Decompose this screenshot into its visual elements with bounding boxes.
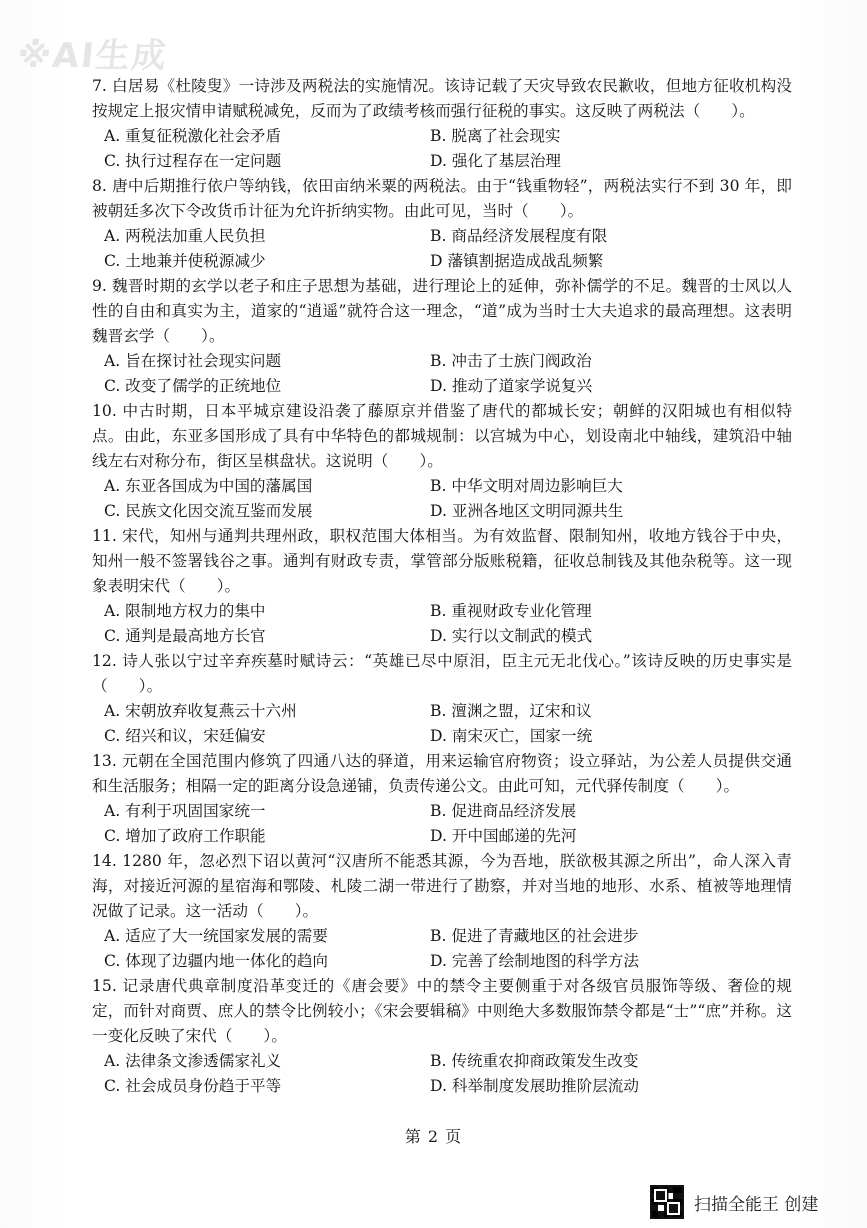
answer-option-a: A. 两税法加重人民负担	[104, 227, 266, 245]
answer-option-d: D. 开中国邮递的先河	[430, 827, 577, 845]
answer-option-d: D. 南宋灭亡，国家一统	[430, 727, 593, 745]
answer-option-b: B. 澶渊之盟，辽宋和议	[430, 702, 592, 720]
answer-option-c: C. 民族文化因交流互鉴而发展	[104, 502, 313, 520]
ai-generated-watermark: ※AI生成	[15, 36, 170, 76]
answer-options	[104, 699, 792, 749]
question-7	[92, 74, 792, 174]
answer-option-d: D. 科举制度发展助推阶层流动	[430, 1077, 639, 1095]
scanner-watermark	[650, 1183, 855, 1221]
scanner-created-text: 扫描全能王 创建	[694, 1194, 819, 1215]
answer-option-c: C. 通判是最高地方长官	[104, 627, 266, 645]
answer-option-d: D. 推动了道家学说复兴	[430, 377, 593, 395]
answer-option-a: A. 有利于巩固国家统一	[104, 802, 266, 820]
answer-options	[104, 349, 792, 399]
answer-option-b: B. 脱离了社会现实	[430, 127, 561, 145]
answer-option-c: C. 体现了边疆内地一体化的趋向	[104, 952, 329, 970]
page-number: 第 2 页	[404, 1127, 463, 1146]
answer-option-a: A. 适应了大一统国家发展的需要	[104, 927, 328, 945]
answer-option-a: A. 法律条文渗透儒家礼义	[104, 1052, 282, 1070]
answer-option-a: A. 东亚各国成为中国的藩属国	[104, 477, 313, 495]
question-15	[92, 974, 792, 1099]
answer-option-b: B. 传统重农抑商政策发生改变	[430, 1052, 639, 1070]
answer-option-d: D 藩镇割据造成战乱频繁	[430, 252, 604, 270]
answer-option-b: B. 中华文明对周边影响巨大	[430, 477, 623, 495]
question-stem: 11. 宋代，知州与通判共理州政，职权范围大体相当。为有效监督、限制知州，收地方钱谷于中央，知州一般不签署钱谷之事。通判有财政专责，掌管部分版账税籍，征收总制钱及其他杂税等。这一现象表明宋代（ ）。	[92, 527, 792, 595]
answer-options	[104, 124, 792, 174]
question-stem: 9. 魏晋时期的玄学以老子和庄子思想为基础，进行理论上的延伸，弥补儒学的不足。魏晋的士风以人性的自由和真实为主，道家的“逍遥”就符合这一理念，“道”成为当时士大夫追求的最高理想。这表明魏晋玄学（ ）。	[92, 277, 792, 345]
answer-options	[104, 474, 792, 524]
answer-option-a: A. 宋朝放弃收复燕云十六州	[104, 702, 297, 720]
answer-option-c: C. 土地兼并使税源减少	[104, 252, 266, 270]
question-13	[92, 749, 792, 849]
question-stem: 15. 记录唐代典章制度沿革变迁的《唐会要》中的禁令主要侧重于对各级官员服饰等级、奢俭的规定，而针对商贾、庶人的禁令比例较小；《宋会要辑稿》中则绝大多数服饰禁令都是“士”“庶”并称。这一变化反映了宋代（ ）。	[92, 977, 792, 1045]
qr-code-icon	[650, 1185, 684, 1219]
answer-option-b: B. 冲击了士族门阀政治	[430, 352, 592, 370]
answer-option-c: C. 执行过程存在一定问题	[104, 152, 282, 170]
answer-options	[104, 799, 792, 849]
answer-option-c: C. 绍兴和议，宋廷偏安	[104, 727, 266, 745]
question-list	[92, 74, 792, 1099]
answer-options	[104, 924, 792, 974]
answer-option-c: C. 改变了儒学的正统地位	[104, 377, 282, 395]
question-9	[92, 274, 792, 399]
answer-option-b: B. 促进了青藏地区的社会进步	[430, 927, 639, 945]
question-stem: 7. 白居易《杜陵叟》一诗涉及两税法的实施情况。该诗记载了天灾导致农民歉收，但地方征收机构没按规定上报灾情申请赋税减免，反而为了政绩考核而强行征税的事实。这反映了两税法（ ）。	[92, 77, 792, 120]
answer-option-d: D. 完善了绘制地图的科学方法	[430, 952, 639, 970]
question-stem: 14. 1280 年，忽必烈下诏以黄河“汉唐所不能悉其源，今为吾地，朕欲极其源之所出”，命人深入青海，对接近河源的星宿海和鄂陵、札陵二湖一带进行了勘察，并对当地的地形、水系、植被等地理情况做了记录。这一活动（ ）。	[92, 852, 792, 920]
answer-option-a: A. 旨在探讨社会现实问题	[104, 352, 282, 370]
question-12	[92, 649, 792, 749]
question-stem: 12. 诗人张以宁过辛弃疾墓时赋诗云：“英雄已尽中原泪，臣主元无北伐心。”该诗反映的历史事实是（ ）。	[92, 652, 792, 695]
answer-option-a: A. 重复征税激化社会矛盾	[104, 127, 282, 145]
answer-option-b: B. 商品经济发展程度有限	[430, 227, 608, 245]
answer-option-b: B. 重视财政专业化管理	[430, 602, 592, 620]
answer-option-d: D. 实行以文制武的模式	[430, 627, 593, 645]
question-stem: 10. 中古时期，日本平城京建设沿袭了藤原京并借鉴了唐代的都城长安；朝鲜的汉阳城也有相似特点。由此，东亚多国形成了具有中华特色的都城规制：以宫城为中心，划设南北中轴线，建筑沿中轴线左右对称分布，街区呈棋盘状。这说明（ ）。	[92, 402, 792, 470]
question-8	[92, 174, 792, 274]
question-stem: 13. 元朝在全国范围内修筑了四通八达的驿道，用来运输官府物资；设立驿站，为公差人员提供交通和生活服务；相隔一定的距离分设急递铺，负责传递公文。由此可知，元代驿传制度（ ）。	[92, 752, 792, 795]
question-14	[92, 849, 792, 974]
answer-options	[104, 224, 792, 274]
answer-option-c: C. 社会成员身份趋于平等	[104, 1077, 282, 1095]
answer-option-d: D. 强化了基层治理	[430, 152, 562, 170]
answer-option-d: D. 亚洲各地区文明同源共生	[430, 502, 624, 520]
answer-option-b: B. 促进商品经济发展	[430, 802, 577, 820]
question-11	[92, 524, 792, 649]
question-10	[92, 399, 792, 524]
question-stem: 8. 唐中后期推行依户等纳钱，依田亩纳米粟的两税法。由于“钱重物轻”，两税法实行不到 30 年，即被朝廷多次下令改货币计征为允许折纳实物。由此可见，当时（ ）。	[92, 177, 792, 220]
answer-option-a: A. 限制地方权力的集中	[104, 602, 266, 620]
answer-option-c: C. 增加了政府工作职能	[104, 827, 266, 845]
answer-options	[104, 599, 792, 649]
answer-options	[104, 1049, 792, 1099]
